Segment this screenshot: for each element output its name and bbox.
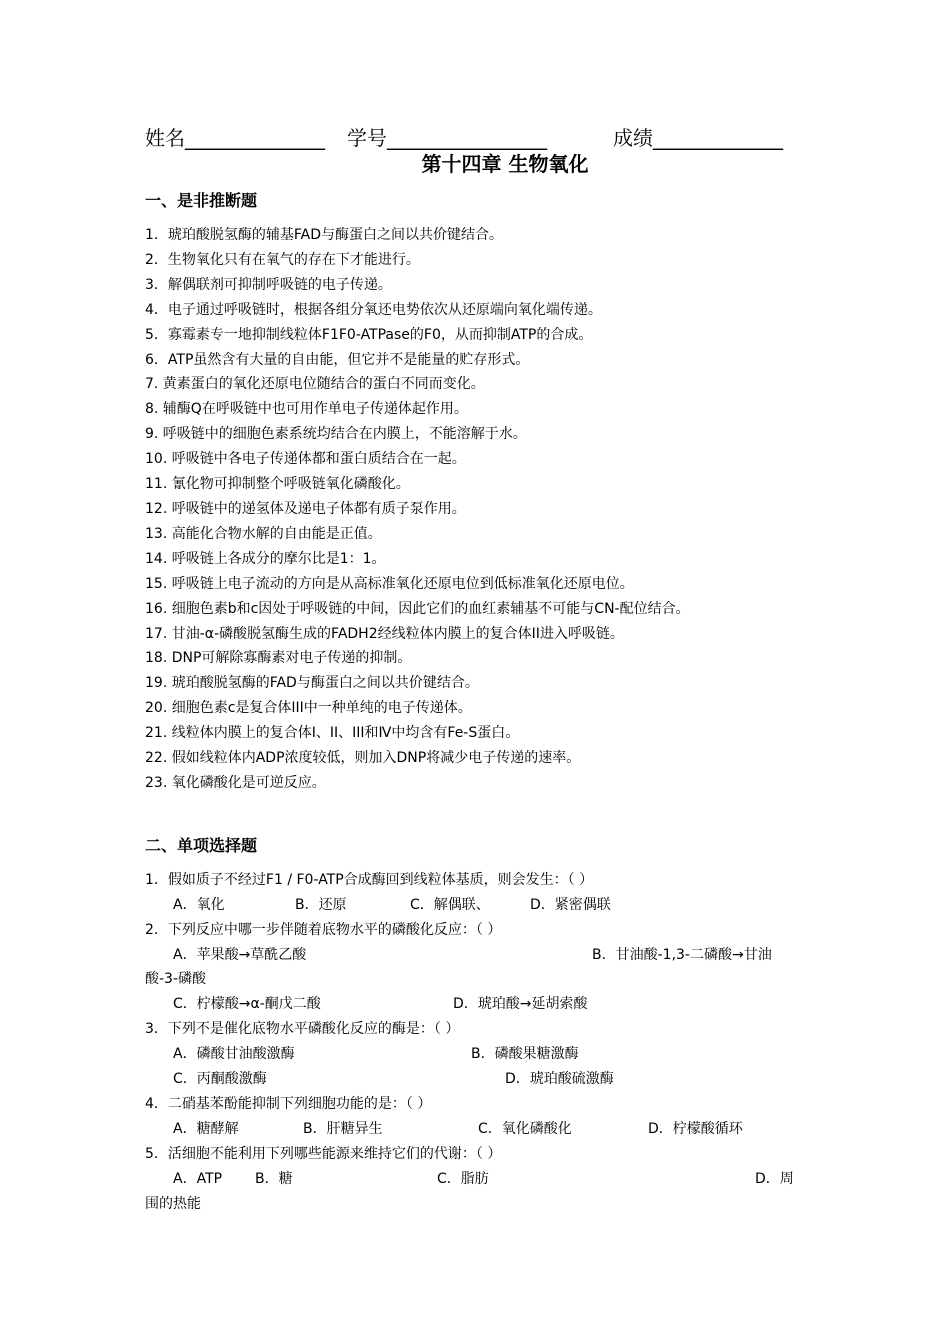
- header-fields: [145, 125, 805, 151]
- student-id-field: 学号________________: [347, 126, 547, 150]
- list-item: 13. 高能化合物水解的自由能是正值。: [145, 525, 382, 542]
- list-item: 16. 细胞色素b和c因处于呼吸链的中间，因此它们的血红素辅基不可能与CN-配位结合。: [145, 600, 690, 617]
- option-row: [145, 943, 805, 968]
- list-item: 3．解偶联剂可抑制呼吸链的电子传递。: [145, 276, 392, 293]
- option: D．柠檬酸循环: [648, 1120, 743, 1137]
- document-page: [145, 125, 805, 1216]
- option: B．磷酸果糖激酶: [471, 1046, 579, 1063]
- question-stem: 2．下列反应中哪一步伴随着底物水平的磷酸化反应：（ ）: [145, 921, 502, 938]
- option-continuation: 围的热能: [145, 1195, 201, 1212]
- option: A．磷酸甘油酸激酶: [173, 1046, 295, 1063]
- name-field: 姓名______________: [145, 126, 325, 150]
- option: B．还原: [295, 896, 347, 913]
- option: B．肝糖异生: [303, 1120, 383, 1137]
- question-stem: 5．活细胞不能利用下列哪些能源来维持它们的代谢：（ ）: [145, 1145, 502, 1162]
- list-item: 7. 黄素蛋白的氧化还原电位随结合的蛋白不同而变化。: [145, 376, 485, 393]
- option: C．丙酮酸激酶: [173, 1071, 267, 1088]
- option: C．解偶联、: [410, 896, 490, 913]
- option-row: [145, 967, 805, 992]
- list-item: 20. 细胞色素c是复合体III中一种单纯的电子传递体。: [145, 700, 472, 717]
- list-item: 21. 线粒体内膜上的复合体Ⅰ、II、III和Ⅳ中均含有Fe-S蛋白。: [145, 725, 520, 742]
- option: A．氧化: [173, 896, 225, 913]
- option-row: [145, 893, 805, 918]
- list-item: 2．生物氧化只有在氧气的存在下才能进行。: [145, 251, 420, 268]
- section-1-heading: 一、是非推断题: [145, 191, 258, 210]
- option: D．琥珀酸硫激酶: [505, 1071, 614, 1088]
- option-row: [145, 1042, 805, 1067]
- list-item: 23. 氧化磷酸化是可逆反应。: [145, 774, 326, 791]
- list-item: 14. 呼吸链上各成分的摩尔比是1：1。: [145, 550, 386, 567]
- list-item: 10. 呼吸链中各电子传递体都和蛋白质结合在一起。: [145, 451, 466, 468]
- list-item: 11. 氰化物可抑制整个呼吸链氧化磷酸化。: [145, 476, 410, 493]
- question-stem: 3．下列不是催化底物水平磷酸化反应的酶是：（ ）: [145, 1021, 460, 1038]
- option: A．ATP: [173, 1170, 223, 1187]
- list-item: 1．琥珀酸脱氢酶的辅基FAD与酶蛋白之间以共价键结合。: [145, 227, 504, 243]
- list-item: 9. 呼吸链中的细胞色素系统均结合在内膜上，不能溶解于水。: [145, 426, 527, 443]
- option: C．柠檬酸→α-酮戊二酸: [173, 996, 321, 1013]
- list-item: 17. 甘油-α-磷酸脱氢酶生成的FADH2经线粒体内膜上的复合体II进入呼吸链。: [145, 625, 624, 642]
- true-false-list: [145, 223, 805, 796]
- list-item: 22. 假如线粒体内ADP浓度较低，则加入DNP将减少电子传递的速率。: [145, 750, 581, 767]
- list-item: 5．寡霉素专一地抑制线粒体F1F0-ATPase的F0，从而抑制ATP的合成。: [145, 326, 593, 343]
- list-item: 15. 呼吸链上电子流动的方向是从高标准氧化还原电位到低标准氧化还原电位。: [145, 575, 634, 592]
- option: A．苹果酸→草酰乙酸: [173, 946, 307, 963]
- list-item: 6．ATP虽然含有大量的自由能，但它并不是能量的贮存形式。: [145, 351, 530, 368]
- option: D．琥珀酸→延胡索酸: [453, 996, 588, 1013]
- list-item: 4．电子通过呼吸链时，根据各组分氧还电势依次从还原端向氧化端传递。: [145, 301, 602, 318]
- option: D．周: [755, 1170, 794, 1187]
- option: B．甘油酸-1,3-二磷酸→甘油: [592, 946, 772, 963]
- option: D．紧密偶联: [530, 896, 611, 913]
- option-row: [145, 1117, 805, 1142]
- list-item: 12. 呼吸链中的递氢体及递电子体都有质子泵作用。: [145, 500, 466, 517]
- multiple-choice-list: [145, 868, 805, 1217]
- option-continuation: 酸-3-磷酸: [145, 971, 207, 988]
- question-stem: 1．假如质子不经过F1 / F0-ATP合成酶回到线粒体基质，则会发生：（ ）: [145, 871, 594, 888]
- option: C．氧化磷酸化: [478, 1120, 572, 1137]
- option: B．糖: [255, 1170, 293, 1187]
- option-row: [145, 1067, 805, 1092]
- option: A．糖酵解: [173, 1120, 239, 1137]
- option-row: [145, 1192, 805, 1217]
- chapter-title: 第十四章 生物氧化: [421, 152, 589, 176]
- option-row: [145, 1167, 805, 1192]
- option: C．脂肪: [437, 1170, 489, 1187]
- list-item: 19. 琥珀酸脱氢酶的FAD与酶蛋白之间以共价键结合。: [145, 675, 479, 692]
- list-item: 18. DNP可解除寡酶素对电子传递的抑制。: [145, 650, 412, 667]
- option-row: [145, 992, 805, 1017]
- list-item: 8. 辅酶Q在呼吸链中也可用作单电子传递体起作用。: [145, 401, 468, 418]
- section-2-heading: 二、单项选择题: [145, 835, 258, 855]
- question-stem: 4．二硝基苯酚能抑制下列细胞功能的是：（ ）: [145, 1095, 432, 1112]
- score-field: 成绩_____________: [613, 126, 783, 150]
